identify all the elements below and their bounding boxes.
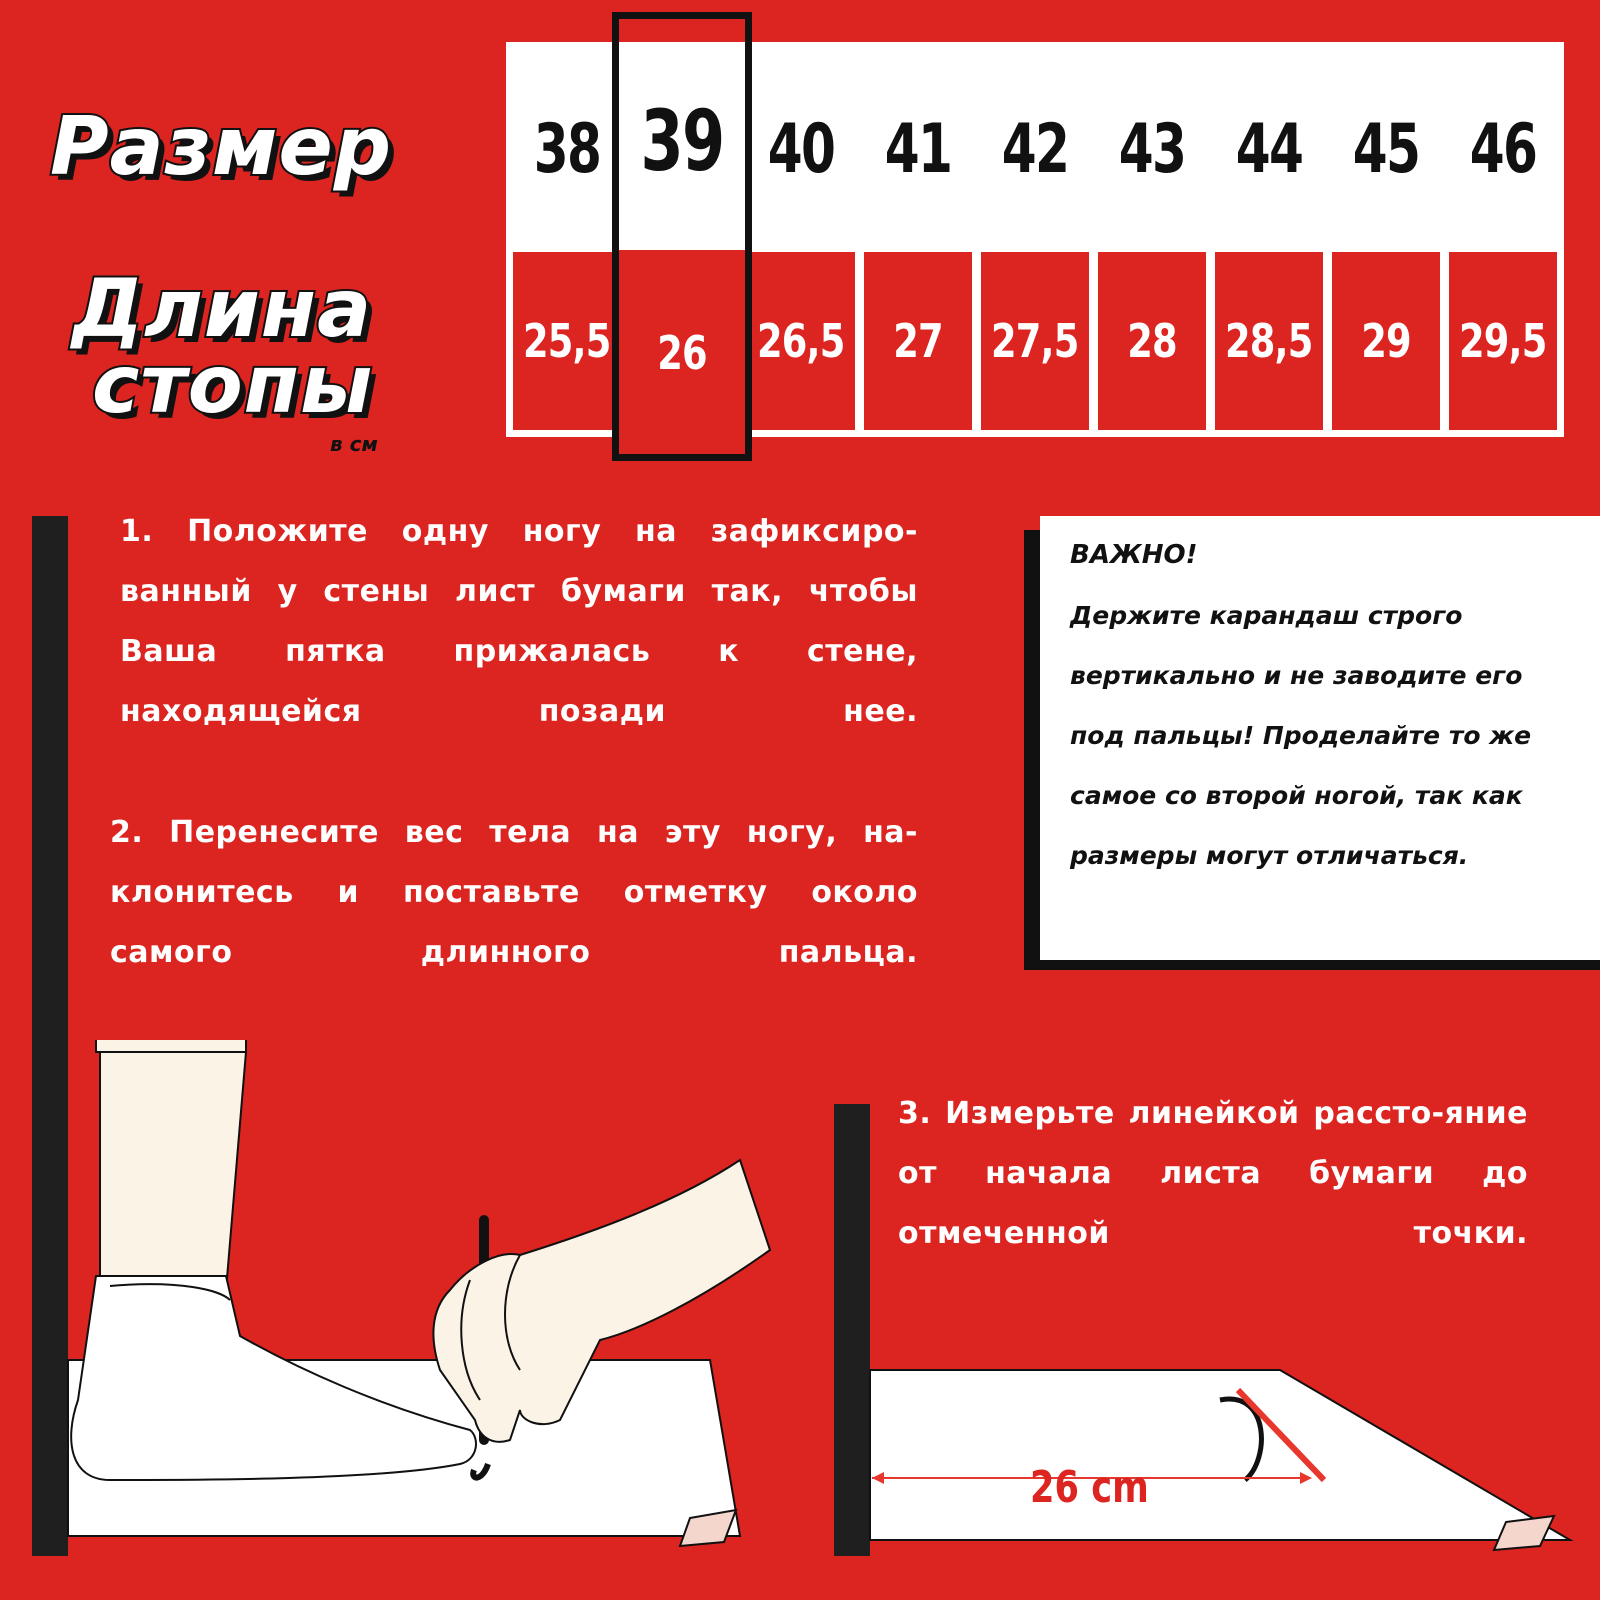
unit-label: в см [330, 432, 378, 456]
length-cell [1332, 252, 1440, 430]
size-cell: 44 [1235, 110, 1303, 189]
length-cell [747, 252, 855, 430]
size-heading: Размер [50, 100, 393, 193]
length-value: 27,5 [991, 314, 1079, 368]
step-1-text: 1. Положите одну ногу на зафиксиро-ванный у стены лист бумаги так, чтобы Ваша пятка прижалась к стене, находящейся позади нее. [120, 514, 918, 729]
foot-length-heading-line2: стопы [92, 338, 374, 431]
size-cell: 40 [767, 110, 835, 189]
step-2-text: 2. Перенесите вес тела на эту ногу, на-клонитесь и поставьте отметку около самого длинного пальца. [110, 815, 918, 970]
measurement-label: 26 cm [1030, 1462, 1149, 1513]
length-cell [513, 252, 621, 430]
size-cell-selected: 39 [640, 92, 724, 190]
leg-foot [71, 1040, 476, 1480]
length-value: 28 [1127, 314, 1177, 368]
length-cell [1449, 252, 1557, 430]
length-cell [1215, 252, 1323, 430]
length-value: 26 [657, 326, 707, 380]
foot-marking-illustration [0, 1040, 800, 1560]
size-cell: 45 [1352, 110, 1420, 189]
measurement-illustration [860, 1350, 1580, 1560]
length-value: 29 [1361, 314, 1411, 368]
paper-sheet [870, 1370, 1570, 1540]
step-3-text: 3. Измерьте линейкой рассто-яние от начала листа бумаги до отмеченной точки. [898, 1096, 1528, 1251]
length-value: 26,5 [757, 314, 845, 368]
size-cell: 38 [533, 110, 601, 189]
length-cell [1098, 252, 1206, 430]
selected-size-highlight [612, 12, 752, 461]
length-value: 25,5 [523, 314, 611, 368]
size-cell: 46 [1469, 110, 1537, 189]
important-title: ВАЖНО! [1070, 540, 1198, 570]
foot-length-heading-line1: Длина [72, 262, 373, 355]
important-body: Держите карандаш строго вертикально и не заводите его под пальцы! Проделайте то же самое со второй ногой, так как размеры могут отличаться. [1070, 601, 1532, 870]
length-value: 29,5 [1459, 314, 1547, 368]
length-value: 27 [893, 314, 943, 368]
length-value: 28,5 [1225, 314, 1313, 368]
size-cell: 42 [1001, 110, 1069, 189]
size-cell: 41 [884, 110, 952, 189]
size-cell: 43 [1118, 110, 1186, 189]
length-cell [981, 252, 1089, 430]
length-cell [864, 252, 972, 430]
